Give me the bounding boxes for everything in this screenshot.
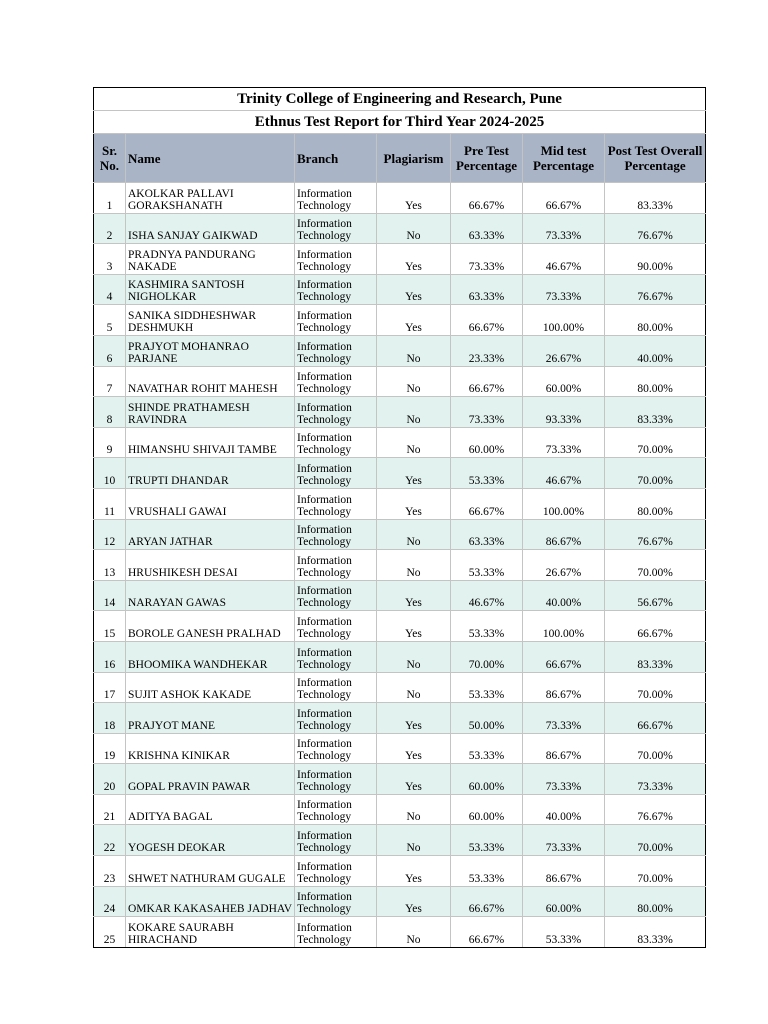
cell-sr: 23 xyxy=(94,856,126,887)
cell-name: GOPAL PRAVIN PAWAR xyxy=(126,764,295,795)
cell-sr: 24 xyxy=(94,886,126,917)
cell-post: 83.33% xyxy=(605,917,706,948)
cell-pre: 63.33% xyxy=(451,519,523,550)
cell-branch: Information Technology xyxy=(295,856,377,887)
cell-plagiarism: Yes xyxy=(377,733,451,764)
cell-sr: 19 xyxy=(94,733,126,764)
cell-plagiarism: Yes xyxy=(377,886,451,917)
cell-sr: 8 xyxy=(94,397,126,428)
cell-branch: Information Technology xyxy=(295,488,377,519)
cell-mid: 26.67% xyxy=(523,335,605,366)
table-row xyxy=(94,519,706,550)
cell-branch: Information Technology xyxy=(295,366,377,397)
cell-pre: 66.67% xyxy=(451,366,523,397)
cell-post: 76.67% xyxy=(605,519,706,550)
cell-plagiarism: No xyxy=(377,825,451,856)
cell-name: KRISHNA KINIKAR xyxy=(126,733,295,764)
report-table xyxy=(93,87,706,948)
cell-post: 80.00% xyxy=(605,366,706,397)
cell-name: SANIKA SIDDHESHWAR DESHMUKH xyxy=(126,305,295,336)
table-row xyxy=(94,794,706,825)
cell-sr: 11 xyxy=(94,488,126,519)
cell-plagiarism: No xyxy=(377,519,451,550)
cell-plagiarism: No xyxy=(377,550,451,581)
report-title: Ethnus Test Report for Third Year 2024-2025 xyxy=(94,111,706,134)
cell-branch: Information Technology xyxy=(295,244,377,275)
cell-sr: 22 xyxy=(94,825,126,856)
table-row xyxy=(94,183,706,214)
table-row xyxy=(94,733,706,764)
col-header-mid: Mid test Percentage xyxy=(523,134,605,183)
cell-branch: Information Technology xyxy=(295,672,377,703)
cell-branch: Information Technology xyxy=(295,764,377,795)
cell-mid: 86.67% xyxy=(523,672,605,703)
cell-post: 66.67% xyxy=(605,611,706,642)
cell-name: PRAJYOT MANE xyxy=(126,703,295,734)
cell-sr: 7 xyxy=(94,366,126,397)
cell-name: TRUPTI DHANDAR xyxy=(126,458,295,489)
cell-plagiarism: Yes xyxy=(377,611,451,642)
cell-plagiarism: Yes xyxy=(377,703,451,734)
report-sheet xyxy=(93,87,705,948)
cell-post: 40.00% xyxy=(605,335,706,366)
cell-plagiarism: Yes xyxy=(377,244,451,275)
cell-branch: Information Technology xyxy=(295,427,377,458)
cell-pre: 53.33% xyxy=(451,733,523,764)
cell-pre: 63.33% xyxy=(451,213,523,244)
cell-mid: 73.33% xyxy=(523,274,605,305)
cell-post: 70.00% xyxy=(605,856,706,887)
table-row xyxy=(94,703,706,734)
cell-branch: Information Technology xyxy=(295,335,377,366)
table-row xyxy=(94,917,706,948)
cell-name: NAVATHAR ROHIT MAHESH xyxy=(126,366,295,397)
cell-post: 80.00% xyxy=(605,886,706,917)
table-row xyxy=(94,427,706,458)
cell-branch: Information Technology xyxy=(295,703,377,734)
cell-mid: 66.67% xyxy=(523,183,605,214)
cell-name: OMKAR KAKASAHEB JADHAV xyxy=(126,886,295,917)
cell-post: 73.33% xyxy=(605,764,706,795)
cell-mid: 100.00% xyxy=(523,611,605,642)
cell-mid: 40.00% xyxy=(523,794,605,825)
col-header-name: Name xyxy=(126,134,295,183)
table-row xyxy=(94,886,706,917)
cell-pre: 60.00% xyxy=(451,794,523,825)
cell-mid: 60.00% xyxy=(523,366,605,397)
cell-sr: 2 xyxy=(94,213,126,244)
table-row xyxy=(94,672,706,703)
cell-post: 70.00% xyxy=(605,550,706,581)
table-row xyxy=(94,580,706,611)
cell-sr: 4 xyxy=(94,274,126,305)
table-row xyxy=(94,488,706,519)
table-row xyxy=(94,764,706,795)
cell-branch: Information Technology xyxy=(295,917,377,948)
cell-name: ISHA SANJAY GAIKWAD xyxy=(126,213,295,244)
cell-sr: 9 xyxy=(94,427,126,458)
cell-post: 70.00% xyxy=(605,427,706,458)
cell-plagiarism: No xyxy=(377,335,451,366)
col-header-post: Post Test Overall Percentage xyxy=(605,134,706,183)
cell-pre: 60.00% xyxy=(451,427,523,458)
cell-post: 83.33% xyxy=(605,397,706,428)
cell-post: 66.67% xyxy=(605,703,706,734)
cell-name: ARYAN JATHAR xyxy=(126,519,295,550)
cell-branch: Information Technology xyxy=(295,886,377,917)
cell-post: 90.00% xyxy=(605,244,706,275)
cell-pre: 63.33% xyxy=(451,274,523,305)
cell-post: 70.00% xyxy=(605,733,706,764)
cell-name: AKOLKAR PALLAVI GORAKSHANATH xyxy=(126,183,295,214)
college-title: Trinity College of Engineering and Research, Pune xyxy=(94,88,706,111)
cell-mid: 53.33% xyxy=(523,917,605,948)
cell-name: VRUSHALI GAWAI xyxy=(126,488,295,519)
cell-pre: 46.67% xyxy=(451,580,523,611)
cell-sr: 16 xyxy=(94,641,126,672)
cell-post: 83.33% xyxy=(605,183,706,214)
cell-name: SHWET NATHURAM GUGALE xyxy=(126,856,295,887)
cell-post: 70.00% xyxy=(605,825,706,856)
cell-mid: 73.33% xyxy=(523,427,605,458)
cell-name: KASHMIRA SANTOSH NIGHOLKAR xyxy=(126,274,295,305)
cell-mid: 100.00% xyxy=(523,305,605,336)
cell-plagiarism: No xyxy=(377,213,451,244)
cell-branch: Information Technology xyxy=(295,519,377,550)
cell-name: HIMANSHU SHIVAJI TAMBE xyxy=(126,427,295,458)
cell-mid: 60.00% xyxy=(523,886,605,917)
cell-pre: 73.33% xyxy=(451,244,523,275)
cell-plagiarism: No xyxy=(377,917,451,948)
cell-mid: 86.67% xyxy=(523,733,605,764)
cell-plagiarism: Yes xyxy=(377,305,451,336)
cell-mid: 26.67% xyxy=(523,550,605,581)
cell-branch: Information Technology xyxy=(295,611,377,642)
cell-mid: 73.33% xyxy=(523,825,605,856)
cell-mid: 86.67% xyxy=(523,856,605,887)
cell-sr: 10 xyxy=(94,458,126,489)
table-row xyxy=(94,305,706,336)
cell-pre: 53.33% xyxy=(451,825,523,856)
cell-mid: 46.67% xyxy=(523,458,605,489)
cell-mid: 73.33% xyxy=(523,213,605,244)
cell-sr: 21 xyxy=(94,794,126,825)
cell-sr: 1 xyxy=(94,183,126,214)
col-header-sr: Sr. No. xyxy=(94,134,126,183)
col-header-branch: Branch xyxy=(295,134,377,183)
cell-plagiarism: No xyxy=(377,397,451,428)
cell-sr: 5 xyxy=(94,305,126,336)
cell-name: SUJIT ASHOK KAKADE xyxy=(126,672,295,703)
cell-plagiarism: Yes xyxy=(377,856,451,887)
cell-plagiarism: No xyxy=(377,641,451,672)
cell-sr: 3 xyxy=(94,244,126,275)
cell-branch: Information Technology xyxy=(295,580,377,611)
cell-name: PRAJYOT MOHANRAO PARJANE xyxy=(126,335,295,366)
cell-sr: 6 xyxy=(94,335,126,366)
cell-post: 83.33% xyxy=(605,641,706,672)
cell-post: 70.00% xyxy=(605,672,706,703)
cell-sr: 13 xyxy=(94,550,126,581)
cell-plagiarism: Yes xyxy=(377,580,451,611)
cell-mid: 86.67% xyxy=(523,519,605,550)
table-row xyxy=(94,213,706,244)
cell-pre: 66.67% xyxy=(451,886,523,917)
cell-name: SHINDE PRATHAMESH RAVINDRA xyxy=(126,397,295,428)
cell-branch: Information Technology xyxy=(295,397,377,428)
cell-pre: 73.33% xyxy=(451,397,523,428)
cell-plagiarism: No xyxy=(377,672,451,703)
cell-post: 76.67% xyxy=(605,213,706,244)
cell-pre: 70.00% xyxy=(451,641,523,672)
table-row xyxy=(94,825,706,856)
cell-mid: 73.33% xyxy=(523,764,605,795)
cell-plagiarism: No xyxy=(377,427,451,458)
table-row xyxy=(94,856,706,887)
cell-mid: 100.00% xyxy=(523,488,605,519)
table-row xyxy=(94,244,706,275)
cell-mid: 73.33% xyxy=(523,703,605,734)
cell-pre: 53.33% xyxy=(451,458,523,489)
cell-mid: 66.67% xyxy=(523,641,605,672)
cell-pre: 66.67% xyxy=(451,917,523,948)
cell-sr: 20 xyxy=(94,764,126,795)
cell-mid: 40.00% xyxy=(523,580,605,611)
cell-plagiarism: Yes xyxy=(377,274,451,305)
cell-post: 76.67% xyxy=(605,274,706,305)
cell-branch: Information Technology xyxy=(295,305,377,336)
col-header-pre: Pre Test Percentage xyxy=(451,134,523,183)
cell-name: ADITYA BAGAL xyxy=(126,794,295,825)
column-header-row xyxy=(94,134,706,183)
cell-name: KOKARE SAURABH HIRACHAND xyxy=(126,917,295,948)
table-body xyxy=(94,183,706,948)
table-row xyxy=(94,550,706,581)
cell-branch: Information Technology xyxy=(295,794,377,825)
cell-pre: 66.67% xyxy=(451,183,523,214)
cell-branch: Information Technology xyxy=(295,733,377,764)
cell-sr: 14 xyxy=(94,580,126,611)
cell-plagiarism: No xyxy=(377,366,451,397)
cell-plagiarism: Yes xyxy=(377,764,451,795)
table-row xyxy=(94,458,706,489)
cell-mid: 46.67% xyxy=(523,244,605,275)
cell-sr: 25 xyxy=(94,917,126,948)
cell-name: BHOOMIKA WANDHEKAR xyxy=(126,641,295,672)
table-row xyxy=(94,611,706,642)
college-title-row xyxy=(94,88,706,111)
cell-pre: 23.33% xyxy=(451,335,523,366)
cell-name: PRADNYA PANDURANG NAKADE xyxy=(126,244,295,275)
table-row xyxy=(94,335,706,366)
cell-branch: Information Technology xyxy=(295,213,377,244)
cell-pre: 53.33% xyxy=(451,856,523,887)
cell-post: 80.00% xyxy=(605,305,706,336)
cell-post: 76.67% xyxy=(605,794,706,825)
table-row xyxy=(94,366,706,397)
cell-post: 56.67% xyxy=(605,580,706,611)
cell-branch: Information Technology xyxy=(295,458,377,489)
cell-branch: Information Technology xyxy=(295,825,377,856)
cell-pre: 53.33% xyxy=(451,550,523,581)
cell-plagiarism: Yes xyxy=(377,183,451,214)
cell-sr: 12 xyxy=(94,519,126,550)
table-row xyxy=(94,274,706,305)
cell-sr: 15 xyxy=(94,611,126,642)
cell-post: 80.00% xyxy=(605,488,706,519)
cell-branch: Information Technology xyxy=(295,550,377,581)
cell-sr: 18 xyxy=(94,703,126,734)
cell-pre: 66.67% xyxy=(451,305,523,336)
cell-pre: 50.00% xyxy=(451,703,523,734)
cell-name: HRUSHIKESH DESAI xyxy=(126,550,295,581)
cell-name: YOGESH DEOKAR xyxy=(126,825,295,856)
cell-pre: 53.33% xyxy=(451,672,523,703)
cell-mid: 93.33% xyxy=(523,397,605,428)
col-header-plagiarism: Plagiarism xyxy=(377,134,451,183)
cell-branch: Information Technology xyxy=(295,641,377,672)
cell-pre: 66.67% xyxy=(451,488,523,519)
cell-sr: 17 xyxy=(94,672,126,703)
table-row xyxy=(94,397,706,428)
cell-branch: Information Technology xyxy=(295,183,377,214)
cell-branch: Information Technology xyxy=(295,274,377,305)
table-row xyxy=(94,641,706,672)
cell-plagiarism: Yes xyxy=(377,458,451,489)
cell-name: BOROLE GANESH PRALHAD xyxy=(126,611,295,642)
cell-pre: 60.00% xyxy=(451,764,523,795)
cell-plagiarism: Yes xyxy=(377,488,451,519)
cell-post: 70.00% xyxy=(605,458,706,489)
cell-pre: 53.33% xyxy=(451,611,523,642)
cell-name: NARAYAN GAWAS xyxy=(126,580,295,611)
cell-plagiarism: No xyxy=(377,794,451,825)
report-title-row xyxy=(94,111,706,134)
